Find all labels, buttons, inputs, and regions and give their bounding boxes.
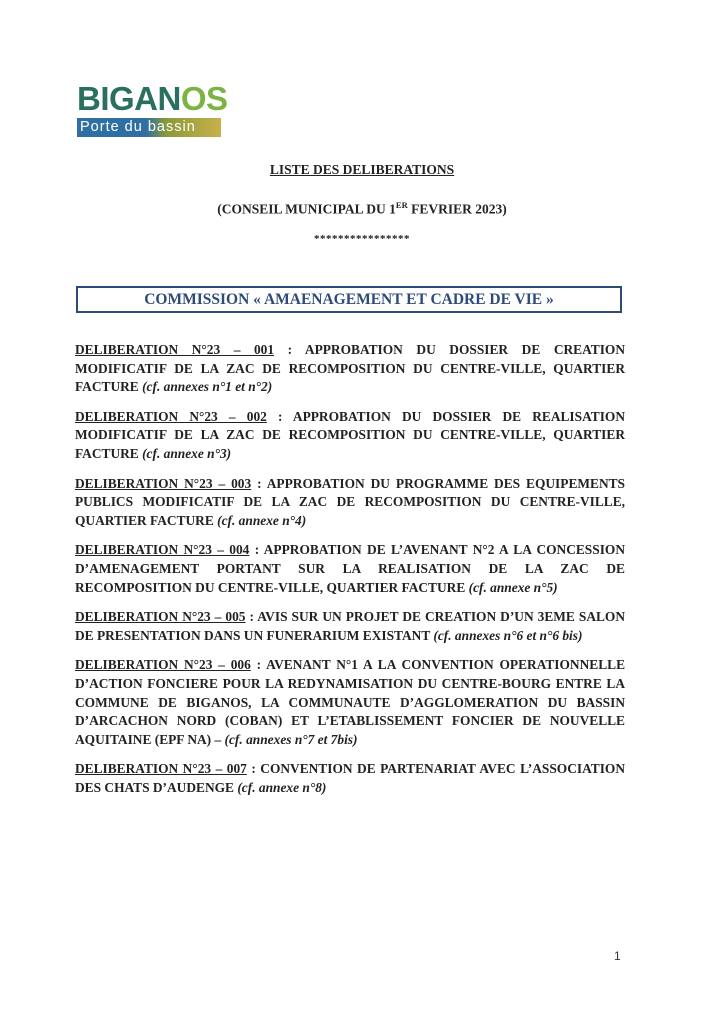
deliberation-item: DELIBERATION N°23 – 001 : APPROBATION DU DOSSIER DE CREATION MODIFICATIF DE LA ZAC DE RECOMPOSITION DU CENTRE-VILLE, QUARTIER FACTURE (cf. annexes n°1 et n°2) xyxy=(75,342,626,395)
biganos-logo xyxy=(77,80,228,142)
page-number: 1 xyxy=(614,949,621,963)
deliberation-item: DELIBERATION N°23 – 006 : AVENANT N°1 A LA CONVENTION OPERATIONNELLE D’ACTION FONCIERE POUR LA REDYNAMISATION DU CENTRE-BOURG ENTRE LA COMMUNE DE BIGANOS, LA COMMUNAUTE D’AGGLOMERATION DU BASSIN D’ARCACHON NORD (COBAN) ET L’ETABLISSEMENT FONCIER DE NOUVELLE AQUITAINE (EPF NA) – (cf. annexes n°7 et 7bis) xyxy=(75,657,626,747)
logo-tagline: Porte du bassin xyxy=(80,119,196,135)
commission-heading: COMMISSION « AMAENAGEMENT ET CADRE DE VIE » xyxy=(76,286,622,313)
deliberation-item: DELIBERATION N°23 – 003 : APPROBATION DU PROGRAMME DES EQUIPEMENTS PUBLICS MODIFICATIF DE LA ZAC DE RECOMPOSITION DU CENTRE-VILLE, QUARTIER FACTURE (cf. annexe n°4) xyxy=(75,475,625,528)
document-title: LISTE DES DELIBERATIONS xyxy=(269,162,455,177)
deliberation-item: DELIBERATION N°23 – 005 : AVIS SUR UN PROJET DE CREATION D’UN 3EME SALON DE PRESENTATION DANS UN FUNERARIUM EXISTANT (cf. annexes n°6 et n°6 bis) xyxy=(75,609,626,643)
deliberation-item: DELIBERATION N°23 – 007 : CONVENTION DE PARTENARIAT AVEC L’ASSOCIATION DES CHATS D’AUDENGE (cf. annexe n°8) xyxy=(75,761,625,795)
deliberation-item: DELIBERATION N°23 – 004 : APPROBATION DE L’AVENANT N°2 A LA CONCESSION D’AMENAGEMENT PORTANT SUR LA REALISATION DE LA ZAC DE RECOMPOSITION DU CENTRE-VILLE, QUARTIER FACTURE (cf. annexe n°5) xyxy=(75,542,625,595)
meeting-subtitle: (CONSEIL MUNICIPAL DU 1ER FEVRIER 2023) xyxy=(217,200,507,217)
deliberation-item: DELIBERATION N°23 – 002 : APPROBATION DU DOSSIER DE REALISATION MODIFICATIF DE LA ZAC DE RECOMPOSITION DU CENTRE-VILLE, QUARTIER FACTURE (cf. annexe n°3) xyxy=(75,408,625,461)
separator-stars: **************** xyxy=(314,233,410,245)
logo-wordmark: BIGANOS xyxy=(77,80,228,117)
deliberation-list xyxy=(75,341,625,808)
logo-tagline-band xyxy=(77,118,221,137)
